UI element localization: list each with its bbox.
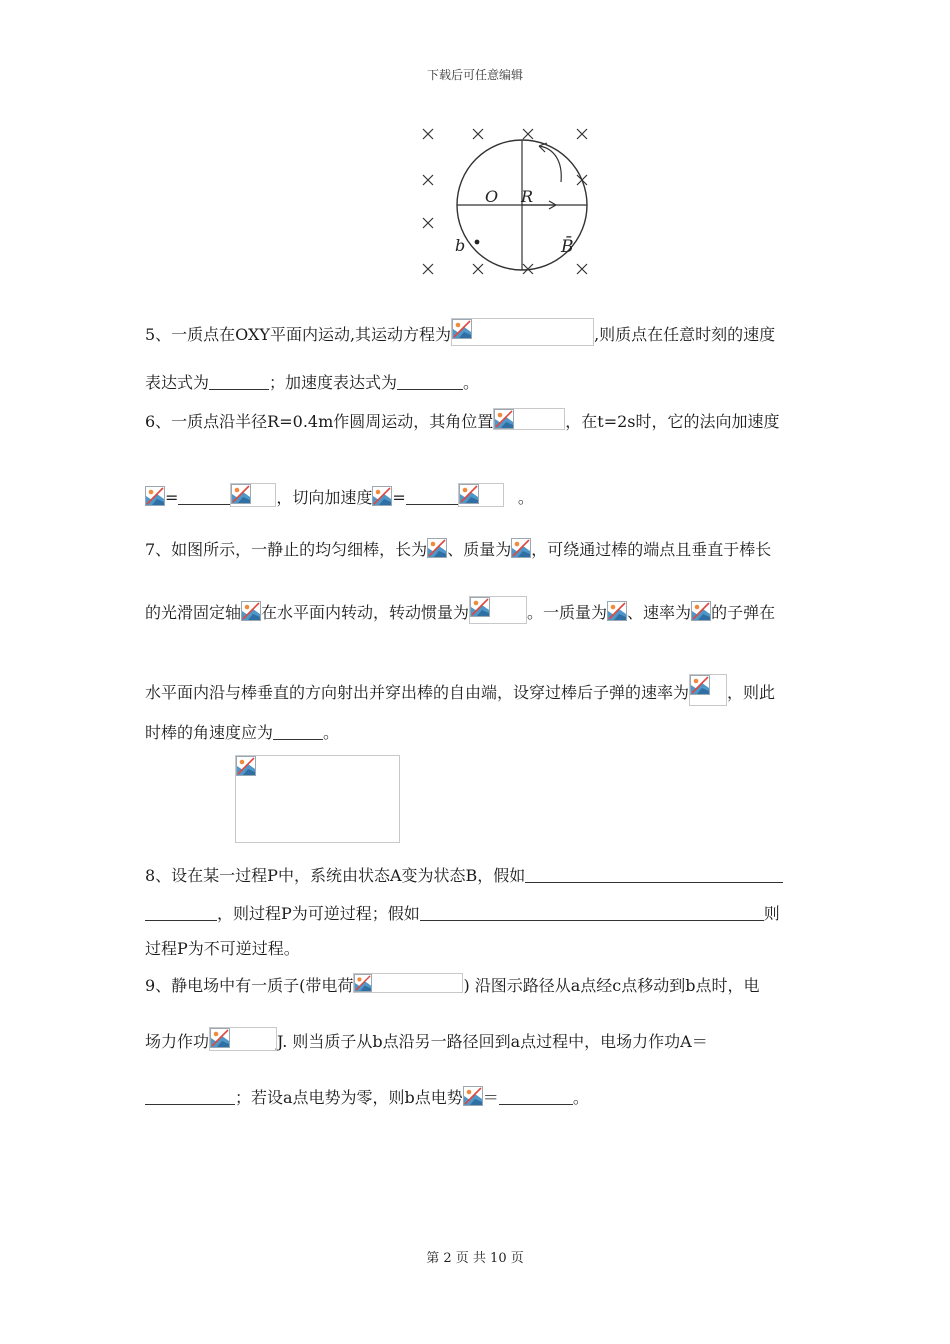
q5-text: 。: [463, 373, 480, 392]
q8-text: 过程P为不可逆过程。: [145, 939, 300, 958]
formula-image-placeholder: [209, 1027, 277, 1051]
answer-blank[interactable]: [397, 373, 463, 390]
answer-blank[interactable]: [525, 866, 783, 883]
broken-image-icon: [511, 538, 531, 558]
broken-image-icon: [372, 486, 392, 506]
broken-image-icon: [354, 974, 372, 992]
label-r: R: [521, 187, 534, 206]
page-header: 下载后可任意编辑: [426, 68, 523, 82]
q7-text: 水平面内沿与棒垂直的方向射出并穿出棒的自由端，设穿过棒后子弹的速率为: [145, 683, 690, 702]
q6-text: 6、一质点沿半径R=0.4m作圆周运动，其角位置: [145, 412, 494, 431]
q6-text: 。: [517, 488, 534, 507]
answer-blank[interactable]: [145, 1088, 235, 1105]
q7-text: 。: [323, 723, 340, 742]
q5-text: ,则质点在任意时刻的速度: [594, 325, 776, 344]
figure-drawing: [415, 118, 595, 283]
q9-text: ；若设a点电势为零，则b点电势: [235, 1088, 463, 1107]
q7-text: 的光滑固定轴: [145, 603, 242, 622]
q7-text: 、质量为: [447, 540, 512, 559]
broken-image-icon: [459, 484, 479, 504]
broken-image-icon: [452, 319, 472, 339]
answer-blank[interactable]: [273, 723, 323, 740]
formula-image-placeholder: [493, 408, 565, 430]
answer-blank[interactable]: [209, 373, 269, 390]
q8-text: 则: [763, 904, 780, 923]
broken-image-icon: [690, 675, 710, 695]
formula-image-placeholder: [458, 483, 504, 507]
equals-sign: =: [165, 488, 179, 507]
answer-blank[interactable]: [178, 488, 230, 505]
q5-line1: [145, 318, 776, 344]
q9-text: ＝: [482, 1088, 499, 1107]
broken-image-icon: [607, 601, 627, 621]
answer-blank[interactable]: [406, 488, 458, 505]
q7-text: 7、如图所示，一静止的均匀细棒，长为: [145, 540, 428, 559]
broken-image-icon: [241, 601, 261, 621]
label-o: O: [485, 187, 499, 206]
q8-line1: [145, 865, 783, 887]
q9-text: 场力作功: [145, 1032, 210, 1051]
q5-text: 5、一质点在OXY平面内运动,其运动方程为: [145, 325, 452, 344]
q5-text: ；加速度表达式为: [269, 373, 398, 392]
q9-line3: [145, 1086, 589, 1108]
q8-line3: [145, 938, 300, 960]
broken-image-icon: [494, 409, 514, 429]
q7-text: ，则此: [727, 683, 776, 702]
broken-image-icon: [691, 601, 711, 621]
figure-image-placeholder: [235, 755, 400, 843]
q5-text: 表达式为: [145, 373, 210, 392]
q7-text: 、速率为: [627, 603, 692, 622]
q9-line2: [145, 1027, 708, 1049]
q7-text: ，可绕通过棒的端点且垂直于棒长: [531, 540, 772, 559]
q7-text: 。一质量为: [527, 603, 608, 622]
broken-image-icon: [145, 486, 165, 506]
formula-image-placeholder: [230, 483, 276, 507]
q9-line1: [145, 973, 760, 995]
formula-image-placeholder: [451, 318, 594, 346]
q7-line3: [145, 674, 776, 702]
formula-image-placeholder: [469, 596, 527, 624]
q9-text: 9、静电场中有一质子(带电荷: [145, 976, 354, 995]
label-b: b: [455, 236, 466, 255]
q8-text: 8、设在某一过程P中，系统由状态A变为状态B，假如: [145, 866, 526, 885]
q7-line2: [145, 596, 776, 622]
q6-line2: [145, 483, 534, 505]
q8-line2: [145, 903, 780, 925]
label-field-b: B̄: [561, 237, 574, 257]
q6-text: ，切向加速度: [276, 488, 373, 507]
answer-blank[interactable]: [145, 904, 217, 921]
q8-text: ，则过程P为可逆过程；假如: [217, 904, 420, 923]
q7-line4: [145, 722, 339, 744]
magnetic-field-figure: [415, 118, 595, 283]
q9-text: J. 则当质子从b点沿另一路径回到a点过程中，电场力作功A＝: [277, 1032, 708, 1051]
q6-text: ，在t=2s时，它的法向加速度: [565, 412, 780, 431]
formula-image-placeholder: [689, 674, 727, 706]
answer-blank[interactable]: [499, 1088, 573, 1105]
broken-image-icon: [231, 484, 251, 504]
answer-blank[interactable]: [420, 904, 764, 921]
broken-image-icon: [463, 1086, 483, 1106]
q9-text: 。: [572, 1088, 589, 1107]
broken-image-icon: [470, 597, 490, 617]
q9-text: ) 沿图示路径从a点经c点移动到b点时，电: [463, 976, 760, 995]
broken-image-icon: [210, 1028, 230, 1048]
q7-text: 的子弹在: [711, 603, 776, 622]
q7-line1: [145, 538, 771, 560]
equals-sign: =: [392, 488, 406, 507]
q7-text: 在水平面内转动，转动惯量为: [261, 603, 470, 622]
broken-image-icon: [427, 538, 447, 558]
formula-image-placeholder: [353, 973, 463, 993]
page-footer: 第 2 页 共 10 页: [426, 1251, 524, 1266]
q7-text: 时棒的角速度应为: [145, 723, 274, 742]
broken-image-icon: [236, 756, 256, 776]
q5-line2: [145, 372, 479, 394]
q6-line1: [145, 408, 780, 430]
